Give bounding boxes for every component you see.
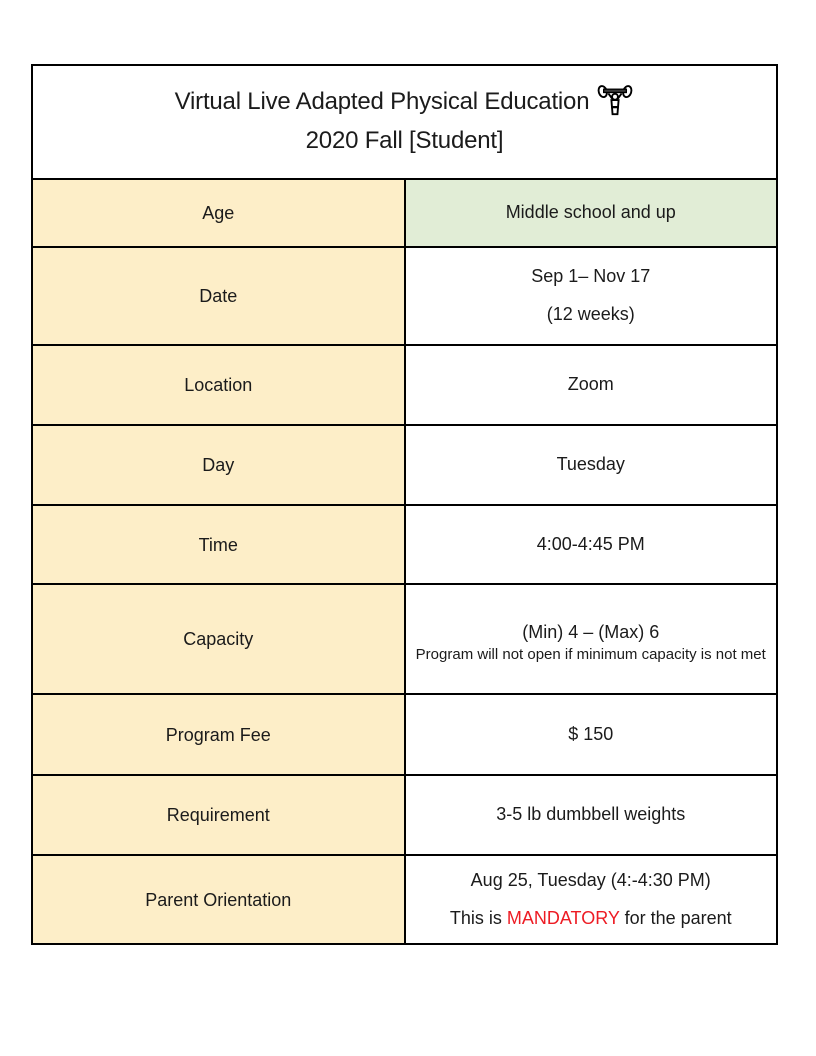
row-label-requirement: Requirement [32,775,405,855]
date-range: Sep 1– Nov 17 [531,266,651,287]
title-text: Virtual Live Adapted Physical Education [174,88,590,116]
program-info-table [31,64,778,945]
row-label-parent-orientation: Parent Orientation [32,855,405,944]
orientation-mandatory-line [406,900,777,938]
mandatory-highlight: MANDATORY [506,907,620,928]
row-value-date [405,247,778,345]
table-row-age [32,179,777,247]
orientation-datetime: Aug 25, Tuesday (4:-4:30 PM) [470,869,711,890]
weight-lifter-icon [596,84,634,118]
row-value-requirement: 3-5 lb dumbbell weights [405,775,778,855]
row-value-parent-orientation [405,855,778,944]
row-value-location: Zoom [405,345,778,425]
row-label-date: Date [32,247,405,345]
table-row-time [32,505,777,584]
document-title [32,65,777,179]
table-row-day [32,425,777,505]
date-duration: (12 weeks) [546,304,635,324]
title-line-2: 2020 Fall [Student] [305,127,504,154]
row-value-program-fee: $ 150 [405,694,778,775]
title-row [32,65,777,179]
row-value-capacity [405,584,778,694]
title-line-1 [33,83,776,122]
mandatory-prefix: This is [449,907,507,928]
mandatory-suffix: for the parent [619,907,732,928]
capacity-range: (Min) 4 – (Max) 6 [522,622,660,643]
table-row-program-fee [32,694,777,775]
row-label-age: Age [32,179,405,247]
table-row-capacity [32,584,777,694]
row-label-time: Time [32,505,405,584]
table-row-parent-orientation [32,855,777,944]
table-row-requirement [32,775,777,855]
row-value-time: 4:00-4:45 PM [405,505,778,584]
row-value-age: Middle school and up [405,179,778,247]
row-label-day: Day [32,425,405,505]
table-row-date [32,247,777,345]
row-label-program-fee: Program Fee [32,694,405,775]
capacity-note: Program will not open if minimum capacity is not met [415,645,766,663]
row-label-capacity: Capacity [32,584,405,694]
table-row-location [32,345,777,425]
row-label-location: Location [32,345,405,425]
row-value-day: Tuesday [405,425,778,505]
